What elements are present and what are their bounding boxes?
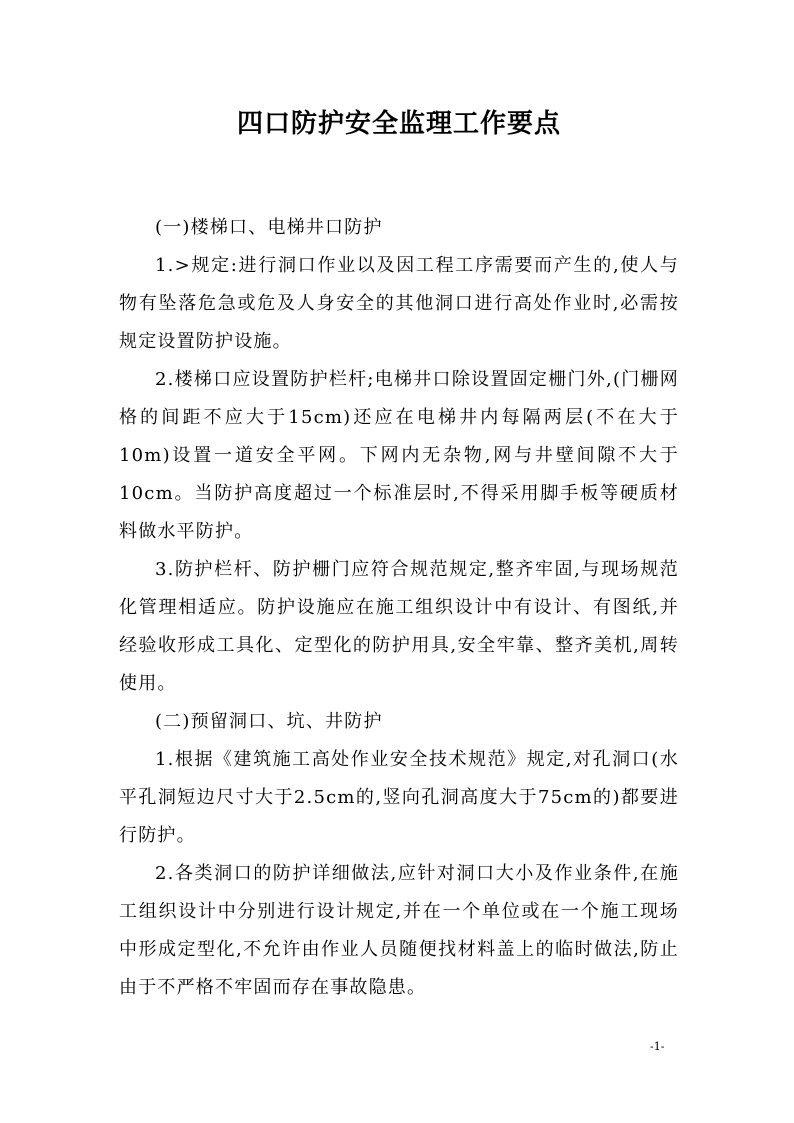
- paragraph: 2.楼梯口应设置防护栏杆;电梯井口除设置固定栅门外,(门栅网格的间距不应大于15cm)还应在电梯井内每隔两层(不在大于10m)设置一道安全平网。下网内无杂物,网与井壁间隙不大于10cm。当防护高度超过一个标准层时,不得采用脚手板等硬质材料做水平防护。: [119, 369, 679, 542]
- document-body: [119, 209, 679, 1007]
- paragraph: 2.各类洞口的防护详细做法,应针对洞口大小及作业条件,在施工组织设计中分别进行设计规定,并在一个单位或在一个施工现场中形成定型化,不允许由作业人员随便找材料盖上的临时做法,防止由于不严格不牢固而存在事故隐患。: [119, 863, 679, 998]
- paragraph: 1.>规定:进行洞口作业以及因工程工序需要而产生的,使人与物有坠落危急或危及人身安全的其他洞口进行高处作业时,必需按规定设置防护设施。: [119, 255, 679, 352]
- document-title: 四口防护安全监理工作要点: [236, 109, 561, 139]
- section-heading-reserved-openings: (二)预留洞口、坑、井防护: [155, 711, 383, 732]
- paragraph: 1.根据《建筑施工高处作业安全技术规范》规定,对孔洞口(水平孔洞短边尺寸大于2.5cm的,竖向孔洞高度大于75cm的)都要进行防护。: [119, 749, 679, 846]
- page-number: -1-: [650, 1040, 665, 1053]
- paragraph: 3.防护栏杆、防护栅门应符合规范规定,整齐牢固,与现场规范化管理相适应。防护设施应在施工组织设计中有设计、有图纸,并经验收形成工具化、定型化的防护用具,安全牢靠、整齐美机,周转使用。: [119, 559, 679, 694]
- section-heading-stair-elevator: (一)楼梯口、电梯井口防护: [155, 217, 383, 238]
